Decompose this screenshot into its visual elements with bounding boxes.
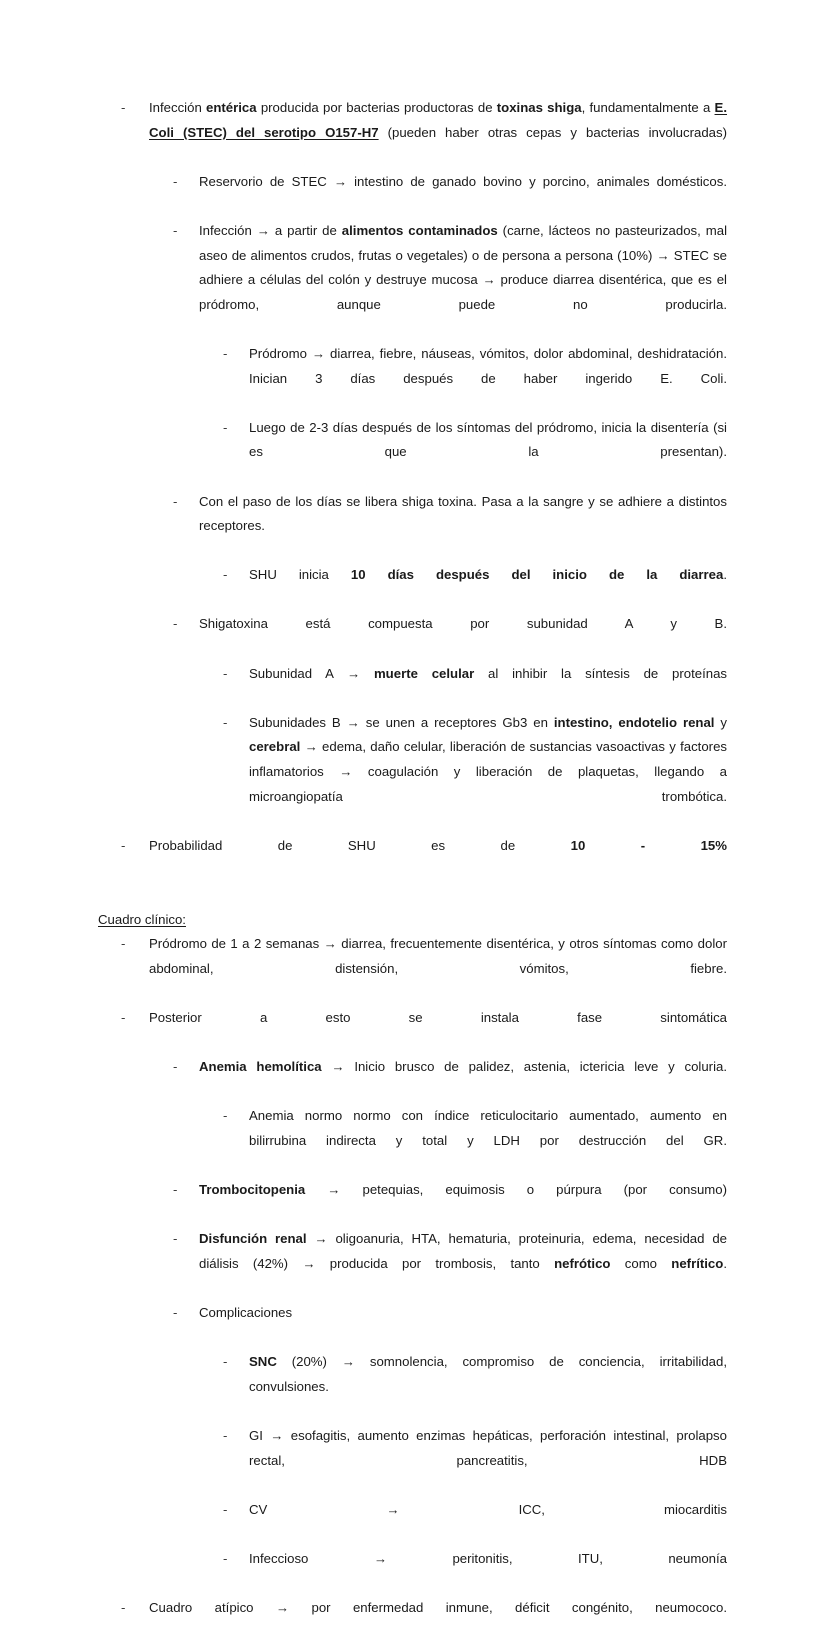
- bullet-icon: -: [223, 665, 228, 681]
- list-item: [173, 1227, 727, 1301]
- document-body: [98, 96, 727, 1645]
- text-run: alimentos contaminados: [341, 222, 498, 238]
- text-run: Infeccioso → peritonitis, ITU, neumonía: [249, 1551, 727, 1567]
- bullet-icon: -: [121, 1009, 126, 1025]
- list-item: [223, 342, 727, 416]
- bullet-icon: -: [223, 1551, 228, 1567]
- list-item-text: [199, 1178, 727, 1227]
- list-item-text: [199, 612, 727, 661]
- text-run: Infección → a partir de: [199, 222, 342, 238]
- text-run: Anemia hemolítica: [199, 1059, 322, 1075]
- text-run: GI → esofagitis, aumento enzimas hepáticas, perforación intestinal, prolapso rectal, pancreatitis, HDB: [249, 1428, 727, 1468]
- list-item: [121, 96, 727, 170]
- text-run: .: [723, 567, 727, 583]
- text-run: → Inicio brusco de palidez, astenia, ictericia leve y coluria.: [321, 1059, 727, 1075]
- list-item-text: [199, 490, 727, 564]
- list-item-text: [249, 662, 727, 711]
- list-item-text: [199, 1227, 727, 1301]
- list-item: [223, 1350, 727, 1424]
- list-item-text: [199, 1301, 727, 1350]
- text-run: Subunidades B → se unen a receptores Gb3 en: [249, 714, 554, 730]
- text-run: 10 - 15%: [570, 837, 727, 853]
- text-run: Pródromo de 1 a 2 semanas → diarrea, frecuentemente disentérica, y otros síntomas como dolor abdominal, distensión, vómitos, fiebre.: [149, 936, 727, 976]
- list-item: [223, 1424, 727, 1498]
- list-item-text: [249, 711, 727, 834]
- text-run: nefrótico: [554, 1255, 611, 1271]
- list-item: [121, 932, 727, 1006]
- bullet-icon: -: [223, 1501, 228, 1517]
- text-run: (carne, lácteos no pasteurizados, mal aseo de alimentos crudos, frutas o vegetales) o de persona a persona (10%) → STEC se adhiere a células del colón y destruye mucosa → produce diarrea disentérica, que es el pródromo, aunque puede no producirla.: [199, 222, 728, 312]
- text-run: Anemia normo normo con índice reticulocitario aumentado, aumento en bilirrubina indirecta y total y LDH por destrucción del GR.: [249, 1108, 727, 1148]
- list-item: [173, 1055, 727, 1104]
- list-item-text: [149, 1596, 727, 1645]
- list-item: [223, 1104, 727, 1178]
- list-item: [173, 219, 727, 342]
- text-run: nefrítico: [671, 1255, 724, 1271]
- list-item-text: [149, 96, 727, 170]
- bullet-icon: -: [223, 1354, 228, 1370]
- list-item-text: [149, 1006, 727, 1055]
- bullet-icon: -: [173, 616, 178, 632]
- text-run: , fundamentalmente a: [581, 100, 715, 115]
- text-run: (pueden haber otras cepas y bacterias involucradas): [378, 124, 727, 140]
- text-run: cerebral: [249, 739, 301, 755]
- bullet-icon: -: [173, 1231, 178, 1247]
- text-run: Shigatoxina está compuesta por subunidad A y B.: [199, 616, 727, 632]
- text-run: → oligoanuria, HTA, hematuria, proteinuria, edema, necesidad de diálisis (42%) → producida por trombosis, tanto: [199, 1231, 727, 1271]
- list-item: [223, 1547, 727, 1596]
- list-item: [173, 1301, 727, 1350]
- section-spacer: [98, 883, 727, 908]
- bullet-icon: -: [121, 837, 126, 853]
- text-run: → edema, daño celular, liberación de sustancias vasoactivas y factores inflamatorios → coagulación y liberación de plaquetas, llegando a microangiopatía trombótica.: [249, 739, 727, 804]
- section-heading: Cuadro clínico:: [98, 911, 186, 927]
- text-run: Luego de 2-3 días después de los síntomas del pródromo, inicia la disentería (si es que la presentan).: [249, 419, 727, 460]
- list-item: [223, 416, 727, 490]
- text-run: como: [610, 1255, 672, 1271]
- bullet-icon: -: [223, 1108, 228, 1124]
- list-item: [121, 834, 727, 883]
- list-item-text: [199, 1055, 727, 1104]
- text-run: → petequias, equimosis o púrpura (por consumo): [305, 1182, 727, 1198]
- text-run: Disfunción renal: [199, 1231, 307, 1247]
- text-run: Complicaciones: [199, 1305, 293, 1321]
- list-item: [223, 711, 727, 834]
- text-run: Con el paso de los días se libera shiga toxina. Pasa a la sangre y se adhiere a distintos receptores.: [199, 493, 727, 534]
- text-run: Cuadro atípico → por enfermedad inmune, déficit congénito, neumococo.: [149, 1600, 727, 1616]
- text-run: Subunidad A →: [249, 665, 374, 681]
- bullet-icon: -: [121, 100, 126, 115]
- list-item-text: [149, 932, 727, 1006]
- text-run: Posterior a esto se instala fase sintomática: [149, 1009, 727, 1025]
- text-run: Trombocitopenia: [199, 1182, 306, 1198]
- text-run: SNC: [249, 1354, 277, 1370]
- text-run: y: [714, 714, 727, 730]
- list-item-text: [199, 170, 727, 219]
- list-item: [173, 1178, 727, 1227]
- bullet-icon: -: [173, 222, 178, 238]
- list-item-text: [249, 1424, 727, 1498]
- list-item-text: [199, 219, 727, 342]
- bullet-icon: -: [223, 567, 228, 583]
- bullet-icon: -: [121, 936, 126, 952]
- bullet-icon: -: [223, 345, 228, 361]
- list-item: [173, 612, 727, 661]
- list-item-text: [249, 342, 727, 416]
- bullet-icon: -: [223, 419, 228, 435]
- text-run: producida por bacterias productoras de: [256, 100, 497, 115]
- bullet-icon: -: [121, 1600, 126, 1616]
- list-item-text: [249, 563, 727, 612]
- bullet-icon: -: [173, 493, 178, 509]
- text-run: Probabilidad de SHU es de: [149, 837, 571, 853]
- text-run: E. Coli (STEC) del serotipo O157-H7: [149, 100, 727, 140]
- text-run: .: [723, 1255, 727, 1271]
- list-item-text: [149, 834, 727, 883]
- bullet-icon: -: [223, 714, 228, 730]
- list-item: [173, 490, 727, 564]
- list-item-text: [249, 416, 727, 490]
- list-item: [173, 170, 727, 219]
- text-run: (20%) → somnolencia, compromiso de conciencia, irritabilidad, convulsiones.: [249, 1354, 727, 1394]
- text-run: muerte celular: [373, 665, 475, 681]
- text-run: CV → ICC, miocarditis: [249, 1501, 727, 1517]
- bullet-icon: -: [173, 1182, 178, 1198]
- list-item: [223, 563, 727, 612]
- text-run: Infección: [149, 100, 207, 115]
- text-run: Reservorio de STEC → intestino de ganado bovino y porcino, animales domésticos.: [199, 173, 727, 189]
- list-item-text: [249, 1350, 727, 1424]
- text-run: entérica: [206, 100, 257, 115]
- text-run: SHU inicia: [249, 567, 351, 583]
- bullet-icon: -: [173, 1305, 178, 1321]
- list-item: [121, 1006, 727, 1055]
- list-item: [223, 1498, 727, 1547]
- list-item-text: [249, 1104, 727, 1178]
- list-item: [223, 662, 727, 711]
- list-item-text: [249, 1498, 727, 1547]
- text-run: 10 días después del inicio de la diarrea: [350, 567, 724, 583]
- bullet-icon: -: [223, 1428, 228, 1444]
- text-run: Pródromo → diarrea, fiebre, náuseas, vómitos, dolor abdominal, deshidratación. Inician 3 días después de haber ingerido E. Coli.: [249, 345, 727, 386]
- text-run: al inhibir la síntesis de proteínas: [474, 665, 728, 681]
- text-run: intestino, endotelio renal: [553, 714, 715, 730]
- text-run: toxinas shiga: [496, 100, 582, 115]
- list-item: [121, 1596, 727, 1645]
- list-item-text: [249, 1547, 727, 1596]
- bullet-icon: -: [173, 1059, 178, 1075]
- bullet-icon: -: [173, 173, 178, 189]
